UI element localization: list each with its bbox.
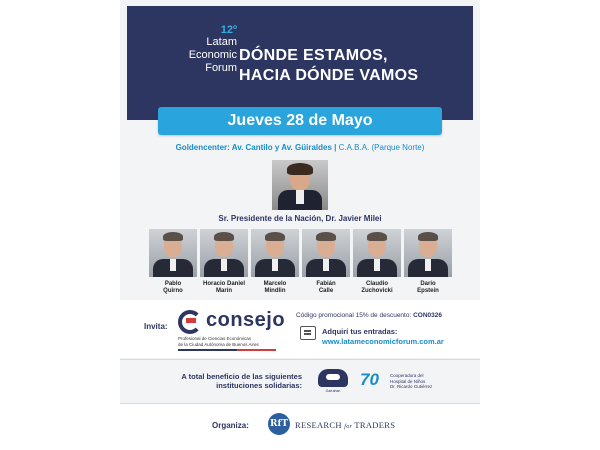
speaker-card [200,229,248,295]
ticket-icon [300,326,316,340]
speaker-photo [149,229,197,277]
speaker-card [353,229,401,295]
speaker-name: Darío Epstein [417,281,439,294]
organizer-name: RESEARCH for TRADERS [295,420,396,430]
organizer-label: Organiza: [212,421,249,430]
speaker-name: Horacio Daniel Marín [202,281,245,294]
tickets-url[interactable]: www.latameconomicforum.com.ar [322,337,444,346]
speaker-name: Fabián Calle [316,281,336,294]
headline-line: HACIA DÓNDE VAMOS [239,67,419,84]
speaker-card [302,229,350,295]
promo-code: CON0326 [413,312,442,319]
headline-line: DÓNDE ESTAMOS, [239,47,388,64]
consejo-logo [178,308,286,352]
invite-section [120,300,480,358]
tickets-label: Adquirí tus entradas: [322,327,398,336]
beneficiaries-text: A total beneficio de las siguientes instituciones solidarias: [181,372,302,390]
speaker-photo [302,229,350,277]
cooperadora-text: Cooperadora del Hospital de Niños Dr. Ricardo Gutiérrez [390,373,433,389]
consejo-subtitle: Profesional de Ciencias Económicas de la Ciudad Autónoma de Buenos Aires [178,336,259,347]
speaker-card [251,229,299,295]
speaker-photo [404,229,452,277]
header-banner [127,6,473,120]
venue-place: Goldencenter: Av. Cantilo y Av. Güiraldes | [175,143,339,152]
speaker-photo [200,229,248,277]
speaker-photo [251,229,299,277]
forum-line: Latam [206,36,237,48]
speaker-photo [353,229,401,277]
forum-name [137,36,237,75]
venue-city: C.A.B.A. (Parque Norte) [338,143,425,152]
beneficiaries-section [120,360,480,402]
speaker-card [149,229,197,295]
promo-code-text: Código promocional 15% de descuento: CON0326 [296,312,442,319]
organizer-section [120,404,480,450]
speaker-name: Marcelo Mindlin [263,281,287,294]
rft-logo-icon: RfT [268,413,290,435]
edition-number: 12º [220,24,237,36]
forum-line: Economic [188,49,237,61]
headline [239,46,418,86]
president-photo [272,160,328,210]
garrahan-icon [318,369,348,387]
speaker-name: Claudio Zuchovicki [361,281,393,294]
speaker-name: Pablo Quirno [163,281,183,294]
president-caption: Sr. Presidente de la Nación, Dr. Javier Milei [218,214,382,223]
cooperadora-logo: 70 Cooperadora del Hospital de Niños Dr. Ricardo Gutiérrez [360,370,460,394]
speakers-row [149,229,449,299]
invite-label: Invita: [144,322,168,331]
event-flyer [120,0,480,450]
garrahan-logo: Garrahan [316,367,350,397]
event-date: Jueves 28 de Mayo [158,107,442,135]
venue-info [120,143,480,152]
consejo-word: consejo [206,309,286,331]
forum-line: Forum [205,62,237,74]
speaker-card [404,229,452,295]
